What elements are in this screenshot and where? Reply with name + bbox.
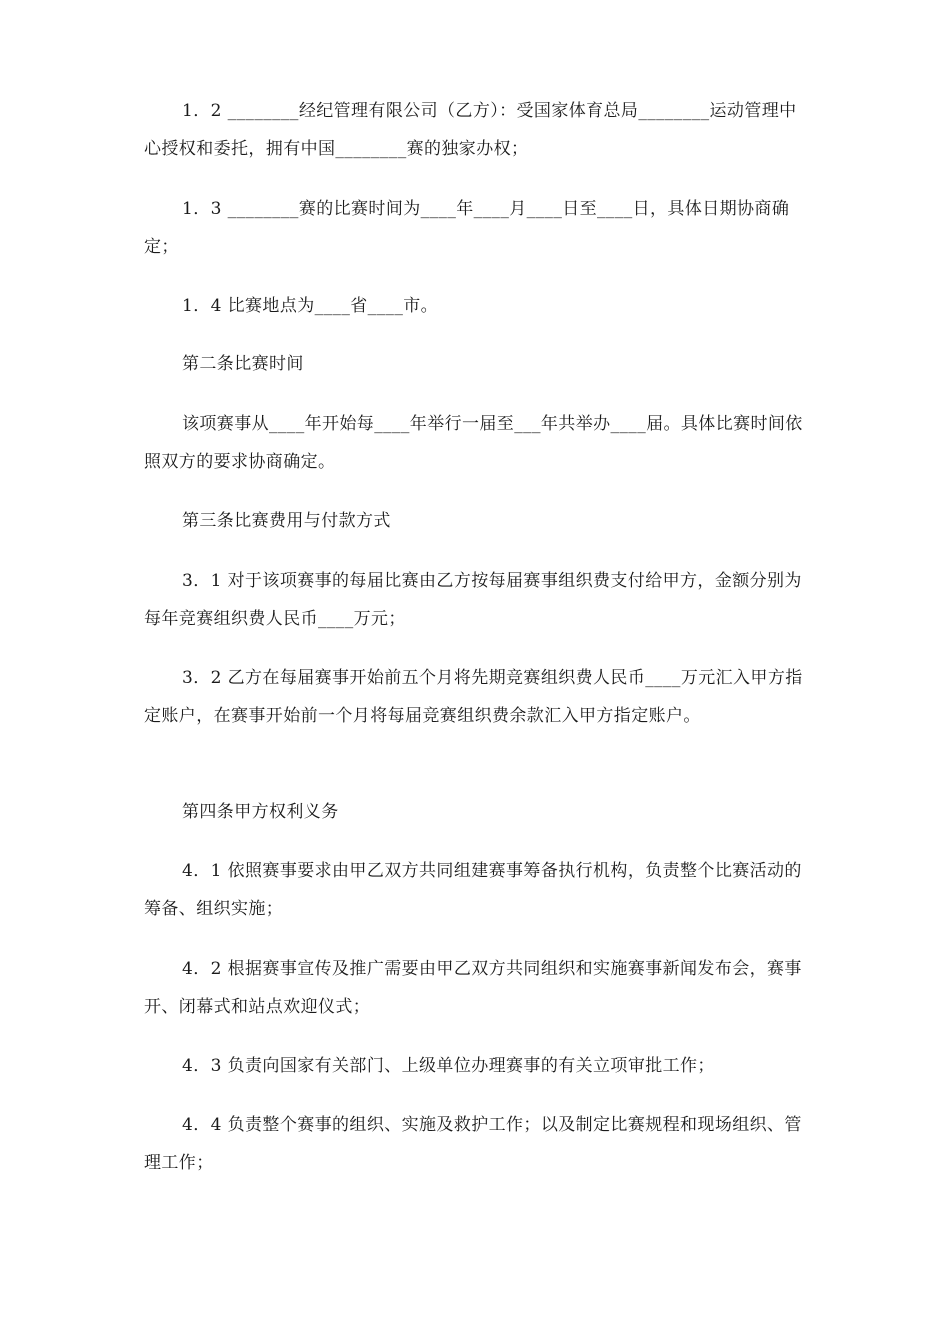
clause-4-2: 4．2 根据赛事宣传及推广需要由甲乙双方共同组织和实施赛事新闻发布会，赛事开、闭幕式和站点欢迎仪式； [144, 959, 802, 1017]
clause-1-4: 1．4 比赛地点为____省____市。 [182, 296, 439, 316]
clause-3-1: 3．1 对于该项赛事的每届比赛由乙方按每届赛事组织费支付给甲方，金额分别为每年竞赛组织费人民币____万元； [144, 571, 802, 629]
article-2-heading: 第二条比赛时间 [182, 354, 304, 374]
article-2-body: 该项赛事从____年开始每____年举行一届至___年共举办____届。具体比赛时间依照双方的要求协商确定。 [144, 414, 803, 472]
clause-4-1: 4．1 依照赛事要求由甲乙双方共同组建赛事筹备执行机构，负责整个比赛活动的筹备、组织实施； [144, 861, 802, 919]
clause-3-2: 3．2 乙方在每届赛事开始前五个月将先期竞赛组织费人民币____万元汇入甲方指定账户，在赛事开始前一个月将每届竞赛组织费余款汇入甲方指定账户。 [144, 668, 803, 726]
clause-4-3: 4．3 负责向国家有关部门、上级单位办理赛事的有关立项审批工作； [182, 1056, 715, 1076]
article-4-heading: 第四条甲方权利义务 [182, 802, 339, 822]
clause-1-2: 1．2 ________经纪管理有限公司（乙方）：受国家体育总局________运动管理中心授权和委托，拥有中国________赛的独家办权； [144, 101, 797, 159]
clause-4-4: 4．4 负责整个赛事的组织、实施及救护工作；以及制定比赛规程和现场组织、管理工作； [144, 1115, 802, 1173]
clause-1-3: 1．3 ________赛的比赛时间为____年____月____日至____日，具体日期协商确定； [144, 199, 790, 257]
article-3-heading: 第三条比赛费用与付款方式 [182, 511, 391, 531]
